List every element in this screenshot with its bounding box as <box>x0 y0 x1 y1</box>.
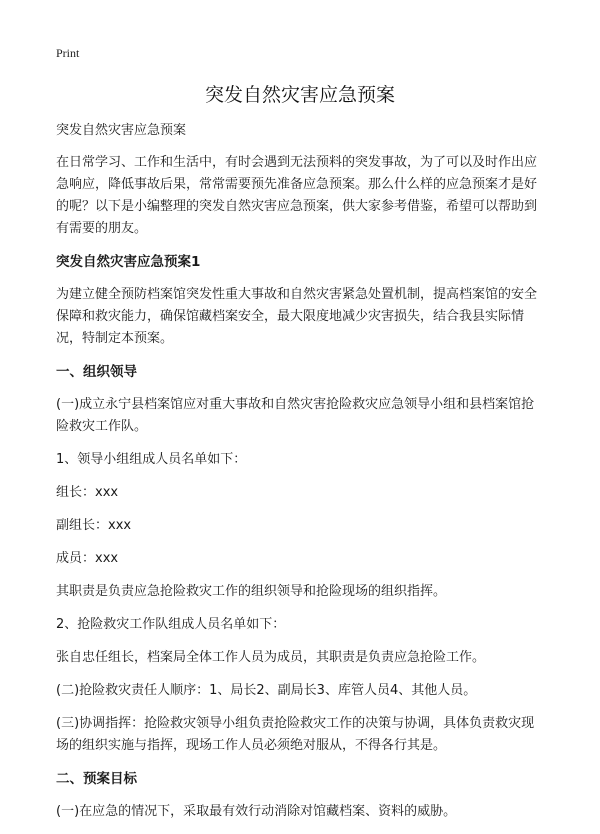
members-line: 成员：xxx <box>56 551 119 566</box>
leader-list-title: 1、领导小组组成人员名单如下： <box>56 452 247 467</box>
coordination-paragraph: (三)协调指挥：抢险救灾领导小组负责抢险救灾工作的决策与协调，具体负责救灾现场的组织实施与指挥，现场工作人员必须绝对服从，不得各行其是。 <box>56 716 535 753</box>
leader-line: 组长：xxx <box>56 485 119 500</box>
organization-paragraph: (一)成立永宁县档案馆应对重大事故和自然灾害抢险救灾应急领导小组和县档案馆抢险救灾工作队。 <box>56 397 535 434</box>
document-title: 突发自然灾害应急预案 <box>204 84 395 106</box>
team-list-title: 2、抢险救灾工作队组成人员名单如下： <box>56 617 286 632</box>
deputy-line: 副组长：xxx <box>56 518 132 533</box>
subtitle: 突发自然灾害应急预案 <box>56 123 187 138</box>
heading-organization: 一、组织领导 <box>56 364 137 380</box>
team-paragraph: 张自忠任组长，档案局全体工作人员为成员，其职责是负责应急抢险工作。 <box>56 650 486 665</box>
goal-paragraph: (一)在应急的情况下，采取最有效行动消除对馆藏档案、资料的威胁。 <box>56 804 457 819</box>
document-body <box>56 120 546 834</box>
section-paragraph: 为建立健全预防档案馆突发性重大事故和自然灾害紧急处置机制，提高档案馆的安全保障和救灾能力，确保馆藏档案安全，最大限度地减少灾害损失，结合我县实际情况，特制定本预案。 <box>56 287 538 346</box>
duty-paragraph: 其职责是负责应急抢险救灾工作的组织领导和抢险现场的组织指挥。 <box>56 584 447 599</box>
heading-goal: 二、预案目标 <box>56 771 137 787</box>
order-paragraph: (二)抢险救灾责任人顺序：1、局长2、副局长3、库管人员4、其他人员。 <box>56 683 477 698</box>
intro-paragraph: 在日常学习、工作和生活中，有时会遇到无法预料的突发事故，为了可以及时作出应急响应，降低事故后果，常常需要预先准备应急预案。那么什么样的应急预案才是好的呢？以下是小编整理的突发自然灾害应急预案，供大家参考借鉴，希望可以帮助到有需要的朋友。 <box>56 155 538 236</box>
print-label: Print <box>56 46 80 60</box>
section-title: 突发自然灾害应急预案1 <box>56 254 201 270</box>
